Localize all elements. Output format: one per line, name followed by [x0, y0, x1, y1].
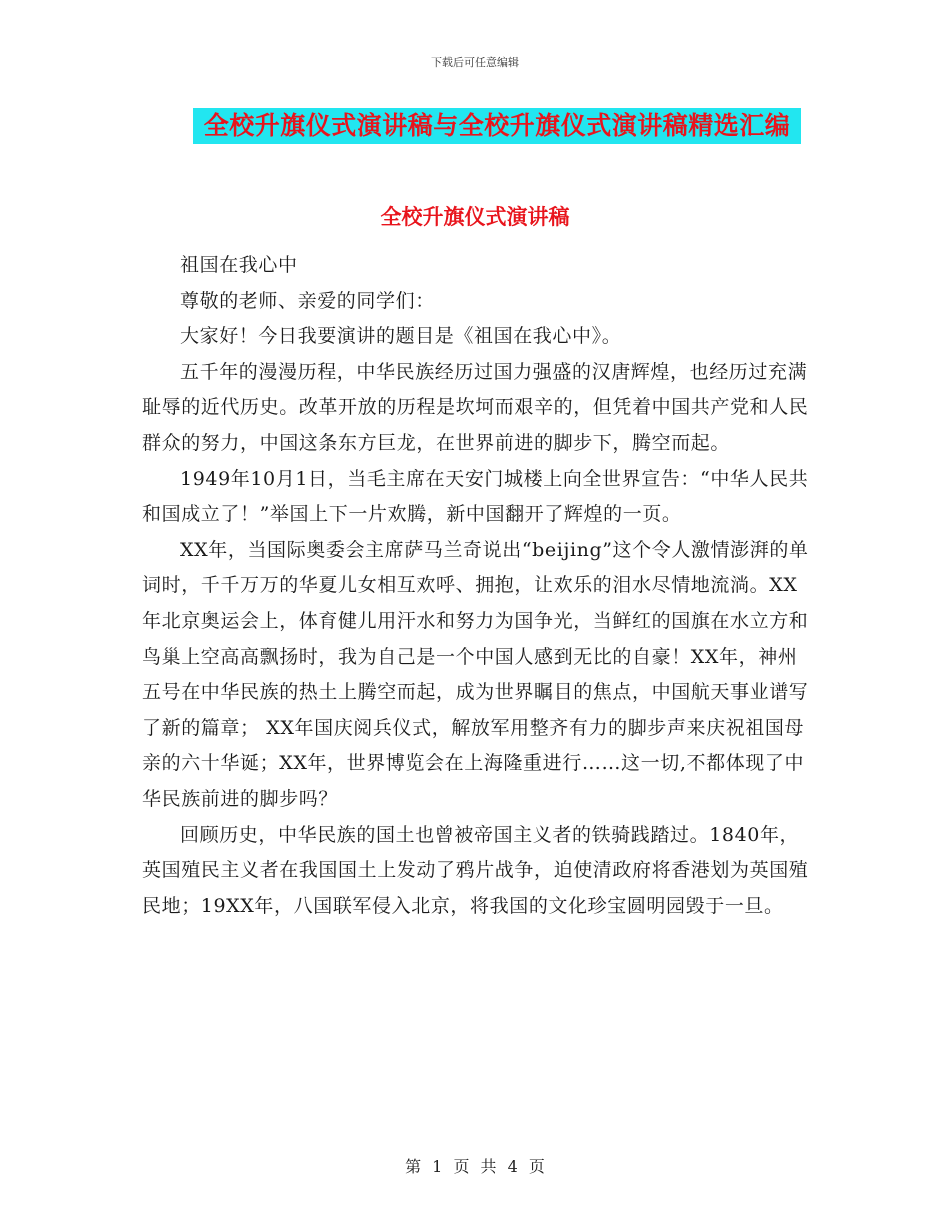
page-header-note: 下载后可任意编辑: [431, 56, 519, 69]
body-paragraph: 1949年10月1日，当毛主席在天安门城楼上向全世界宣告：“中华人民共和国成立了！”举国上下一片欢腾，新中国翻开了辉煌的一页。: [142, 467, 809, 526]
body-paragraph: 五千年的漫漫历程，中华民族经历过国力强盛的汉唐辉煌，也经历过充满耻辱的近代历史。改革开放的历程是坎坷而艰辛的，但凭着中国共产党和人民群众的努力，中国这条东方巨龙，在世界前进的脚步下，腾空而起。: [142, 360, 809, 454]
body-paragraph: 回顾历史，中华民族的国土也曾被帝国主义者的铁骑践踏过。1840年，英国殖民主义者在我国国土上发动了鸦片战争，迫使清政府将香港划为英国殖民地；19XX年，八国联军侵入北京，将我国的文化珍宝圆明园毁于一旦。: [142, 823, 809, 917]
document-sub-title: 全校升旗仪式演讲稿: [380, 205, 570, 229]
speech-topic-line: 祖国在我心中: [180, 254, 298, 276]
body-paragraph: XX年，当国际奥委会主席萨马兰奇说出“beijing”这个令人激情澎湃的单词时，千千万万的华夏儿女相互欢呼、拥抱，让欢乐的泪水尽情地流淌。XX年北京奥运会上，体育健儿用汗水和努力为国争光，当鲜红的国旗在水立方和鸟巢上空高高飘扬时，我为自己是一个中国人感到无比的自豪！XX年，神州五号在中华民族的热土上腾空而起，成为世界瞩目的焦点，中国航天事业谱写了新的篇章； XX年国庆阅兵仪式，解放军用整齐有力的脚步声来庆祝祖国母亲的六十华诞；XX年，世界博览会在上海隆重进行……这一切,不都体现了中华民族前进的脚步吗？: [142, 538, 809, 810]
greeting-paragraph: 大家好！今日我要演讲的题目是《祖国在我心中》。: [180, 325, 622, 348]
page-number-footer: 第 1 页 共 4 页: [405, 1157, 545, 1176]
salutation-line: 尊敬的老师、亲爱的同学们：: [180, 289, 435, 312]
document-body: [142, 248, 810, 924]
document-main-title: 全校升旗仪式演讲稿与全校升旗仪式演讲稿精选汇编: [193, 108, 801, 144]
